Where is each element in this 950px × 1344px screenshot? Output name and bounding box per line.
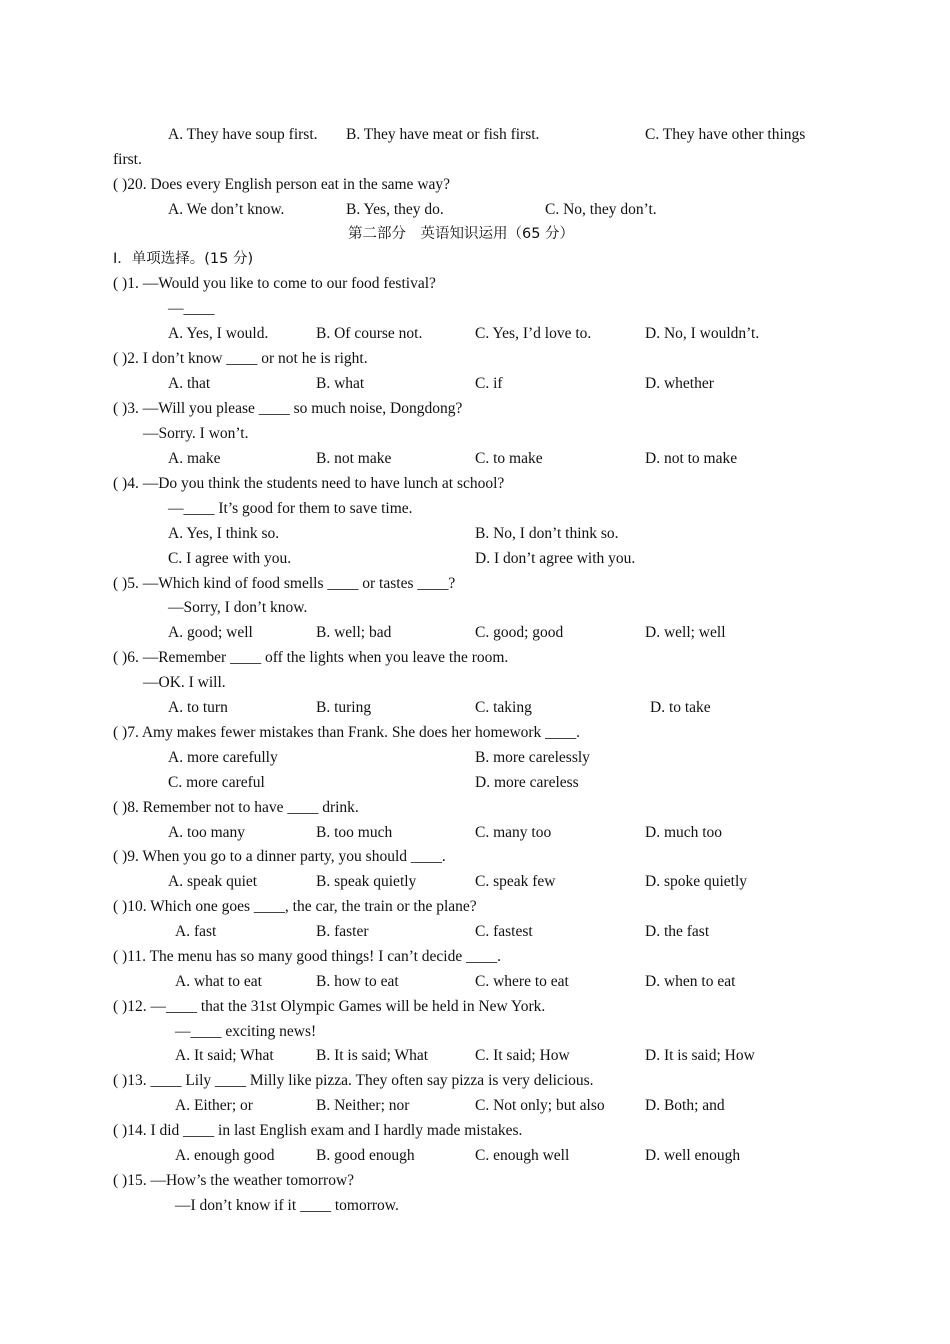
text-line: A. more carefully bbox=[168, 749, 278, 766]
text-line: A. make bbox=[168, 450, 221, 467]
text-line: A. enough good bbox=[175, 1147, 275, 1164]
text-line: ( )2. I don’t know ____ or not he is right. bbox=[113, 350, 368, 367]
text-line: C. many too bbox=[475, 824, 552, 841]
text-line: B. Neither; nor bbox=[316, 1097, 410, 1114]
text-line: B. what bbox=[316, 375, 365, 392]
text-line: C. It said; How bbox=[475, 1047, 570, 1064]
text-line: A. to turn bbox=[168, 699, 228, 716]
text-line: D. No, I wouldn’t. bbox=[645, 325, 760, 342]
text-line: Ⅰ．单项选择。(15 分) bbox=[113, 251, 254, 267]
text-line: ( )11. The menu has so many good things! I can’t decide ____. bbox=[113, 948, 501, 965]
text-line: ( )14. I did ____ in last English exam and I hardly made mistakes. bbox=[113, 1122, 523, 1139]
text-line: D. whether bbox=[645, 375, 714, 392]
text-line: B. turing bbox=[316, 699, 372, 716]
text-line: —____ It’s good for them to save time. bbox=[168, 500, 413, 517]
text-line: C. speak few bbox=[475, 873, 556, 890]
text-line: B. well; bad bbox=[316, 624, 392, 641]
text-line: C. enough well bbox=[475, 1147, 570, 1164]
text-line: A. They have soup first. bbox=[168, 126, 318, 143]
text-line: ( )5. —Which kind of food smells ____ or tastes ____? bbox=[113, 575, 456, 592]
text-line: ( )8. Remember not to have ____ drink. bbox=[113, 799, 359, 816]
text-line: C. more careful bbox=[168, 774, 265, 791]
text-line: ( )12. —____ that the 31st Olympic Games will be held in New York. bbox=[113, 998, 546, 1015]
text-line: ( )1. —Would you like to come to our food festival? bbox=[113, 275, 436, 292]
text-line: A. We don’t know. bbox=[168, 201, 285, 218]
text-line: ( )3. —Will you please ____ so much noise, Dongdong? bbox=[113, 400, 463, 417]
text-line: D. to take bbox=[650, 699, 711, 716]
text-line: B. They have meat or fish first. bbox=[346, 126, 540, 143]
text-line: B. not make bbox=[316, 450, 392, 467]
text-line: ( )7. Amy makes fewer mistakes than Frank. She does her homework ____. bbox=[113, 724, 581, 741]
text-line: D. well; well bbox=[645, 624, 726, 641]
text-line: ( )9. When you go to a dinner party, you should ____. bbox=[113, 848, 446, 865]
text-line: A. It said; What bbox=[175, 1047, 274, 1064]
text-line: A. Yes, I would. bbox=[168, 325, 269, 342]
text-line: ( )4. —Do you think the students need to have lunch at school? bbox=[113, 475, 505, 492]
text-line: D. not to make bbox=[645, 450, 738, 467]
text-line: A. what to eat bbox=[175, 973, 262, 990]
text-line: D. much too bbox=[645, 824, 723, 841]
text-line: A. too many bbox=[168, 824, 246, 841]
text-line: C. Not only; but also bbox=[475, 1097, 605, 1114]
text-line: B. It is said; What bbox=[316, 1047, 429, 1064]
text-line: ( )13. ____ Lily ____ Milly like pizza. They often say pizza is very delicious. bbox=[113, 1072, 594, 1089]
text-line: —OK. I will. bbox=[143, 674, 226, 691]
text-line: A. speak quiet bbox=[168, 873, 258, 890]
text-line: A. Either; or bbox=[175, 1097, 253, 1114]
text-line: B. speak quietly bbox=[316, 873, 417, 890]
text-line: A. good; well bbox=[168, 624, 253, 641]
text-line: C. Yes, I’d love to. bbox=[475, 325, 592, 342]
text-line: D. Both; and bbox=[645, 1097, 725, 1114]
text-line: A. Yes, I think so. bbox=[168, 525, 280, 542]
text-line: B. No, I don’t think so. bbox=[475, 525, 619, 542]
text-line: —____ exciting news! bbox=[175, 1023, 317, 1040]
text-line: C. I agree with you. bbox=[168, 550, 292, 567]
text-line: D. more careless bbox=[475, 774, 579, 791]
text-line: ( )10. Which one goes ____, the car, the train or the plane? bbox=[113, 898, 477, 915]
text-line: B. faster bbox=[316, 923, 369, 940]
text-line: D. I don’t agree with you. bbox=[475, 550, 636, 567]
text-line: C. No, they don’t. bbox=[545, 201, 657, 218]
text-line: ( )20. Does every English person eat in the same way? bbox=[113, 176, 451, 193]
text-line: D. when to eat bbox=[645, 973, 736, 990]
text-line: B. Of course not. bbox=[316, 325, 423, 342]
text-line: —Sorry. I won’t. bbox=[143, 425, 249, 442]
text-line: B. Yes, they do. bbox=[346, 201, 444, 218]
text-line: B. good enough bbox=[316, 1147, 415, 1164]
text-line: A. that bbox=[168, 375, 211, 392]
text-line: —Sorry, I don’t know. bbox=[168, 599, 308, 616]
text-line: C. if bbox=[475, 375, 503, 392]
text-line: —____ bbox=[168, 300, 215, 317]
text-line: C. They have other things bbox=[645, 126, 806, 143]
text-line: C. good; good bbox=[475, 624, 564, 641]
text-line: first. bbox=[113, 151, 142, 168]
text-line: B. how to eat bbox=[316, 973, 399, 990]
text-line: C. taking bbox=[475, 699, 532, 716]
text-line: ( )15. —How’s the weather tomorrow? bbox=[113, 1172, 355, 1189]
text-line: A. fast bbox=[175, 923, 217, 940]
text-line: —I don’t know if it ____ tomorrow. bbox=[175, 1197, 399, 1214]
text-line: 第二部分 英语知识运用（65 分） bbox=[348, 226, 575, 242]
text-line: C. where to eat bbox=[475, 973, 569, 990]
text-line: C. fastest bbox=[475, 923, 533, 940]
text-line: D. It is said; How bbox=[645, 1047, 755, 1064]
text-line: D. well enough bbox=[645, 1147, 741, 1164]
text-line: D. spoke quietly bbox=[645, 873, 748, 890]
text-line: C. to make bbox=[475, 450, 543, 467]
text-line: B. more carelessly bbox=[475, 749, 590, 766]
text-line: ( )6. —Remember ____ off the lights when you leave the room. bbox=[113, 649, 509, 666]
text-line: D. the fast bbox=[645, 923, 710, 940]
text-line: B. too much bbox=[316, 824, 393, 841]
